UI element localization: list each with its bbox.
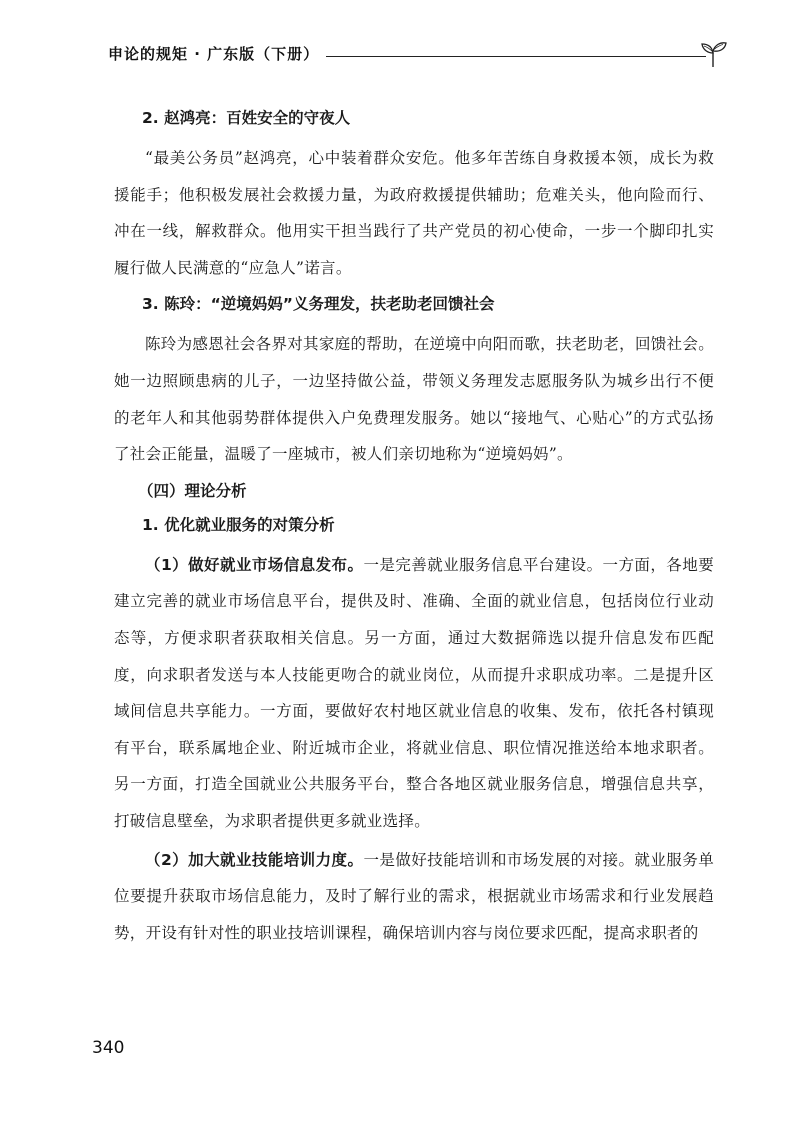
- book-title: 申论的规矩 · 广东版（下册）: [108, 45, 320, 63]
- item-body-1: 一是完善就业服务信息平台建设。一方面，各地要建立完善的就业市场信息平台，提供及时、准确、全面的就业信息，包括岗位行业动态等，方便求职者获取相关信息。另一方面，通过大数据筛选以提升信息发布匹配度，向求职者发送与本人技能更吻合的就业岗位，从而提升求职成功率。二是提升区域间信息共享能力。一方面，要做好农村地区就业信息的收集、发布，依托各村镇现有平台，联系属地企业、附近城市企业，将就业信息、职位情况推送给本地求职者。另一方面，打造全国就业公共服务平台，整合各地区就业服务信息，增强信息共享，打破信息壁垒，为求职者提供更多就业选择。: [114, 555, 714, 830]
- section-heading-theory: （四）理论分析: [138, 481, 247, 500]
- page-header: [108, 40, 728, 70]
- sprout-icon: [698, 40, 728, 68]
- header-rule: [326, 56, 706, 57]
- paragraph-zhao: “最美公务员”赵鸿亮，心中装着群众安危。他多年苦练自身救援本领，成长为救援能手；他积极发展社会救援力量，为政府救援提供辅助；危难关头，他向险而行、冲在一线，解救群众。他用实干担当践行了共产党员的初心使命，一步一个脚印扎实履行做人民满意的“应急人”诺言。: [114, 149, 714, 277]
- page-content: [114, 100, 714, 953]
- subsection-heading-2: 2. 赵鸿亮：百姓安全的守夜人: [142, 109, 351, 127]
- subsection-heading-3: 3. 陈玲：“逆境妈妈”义务理发，扶老助老回馈社会: [142, 295, 495, 314]
- paragraph-info-release: [114, 547, 714, 840]
- item-lead-1: （1）做好就业市场信息发布。: [145, 555, 364, 574]
- page-number: 340: [92, 1038, 125, 1058]
- paragraph-skills-training: [114, 842, 714, 952]
- item-lead-2: （2）加大就业技能培训力度。: [145, 850, 364, 869]
- paragraph-chen: 陈玲为感恩社会各界对其家庭的帮助，在逆境中向阳而歌，扶老助老，回馈社会。她一边照顾患病的儿子，一边坚持做公益，带领义务理发志愿服务队为城乡出行不便的老年人和其他弱势群体提供入户免费理发服务。她以“接地气、心贴心”的方式弘扬了社会正能量，温暖了一座城市，被人们亲切地称为“逆境妈妈”。: [114, 335, 714, 464]
- subsection-heading-employment: 1. 优化就业服务的对策分析: [142, 515, 335, 534]
- item-body-2: 一是做好技能培训和市场发展的对接。就业服务单位要提升获取市场信息能力，及时了解行业的需求，根据就业市场需求和行业发展趋势，开设有针对性的职业技培训课程，确保培训内容与岗位要求匹配，提高求职者的: [114, 850, 714, 942]
